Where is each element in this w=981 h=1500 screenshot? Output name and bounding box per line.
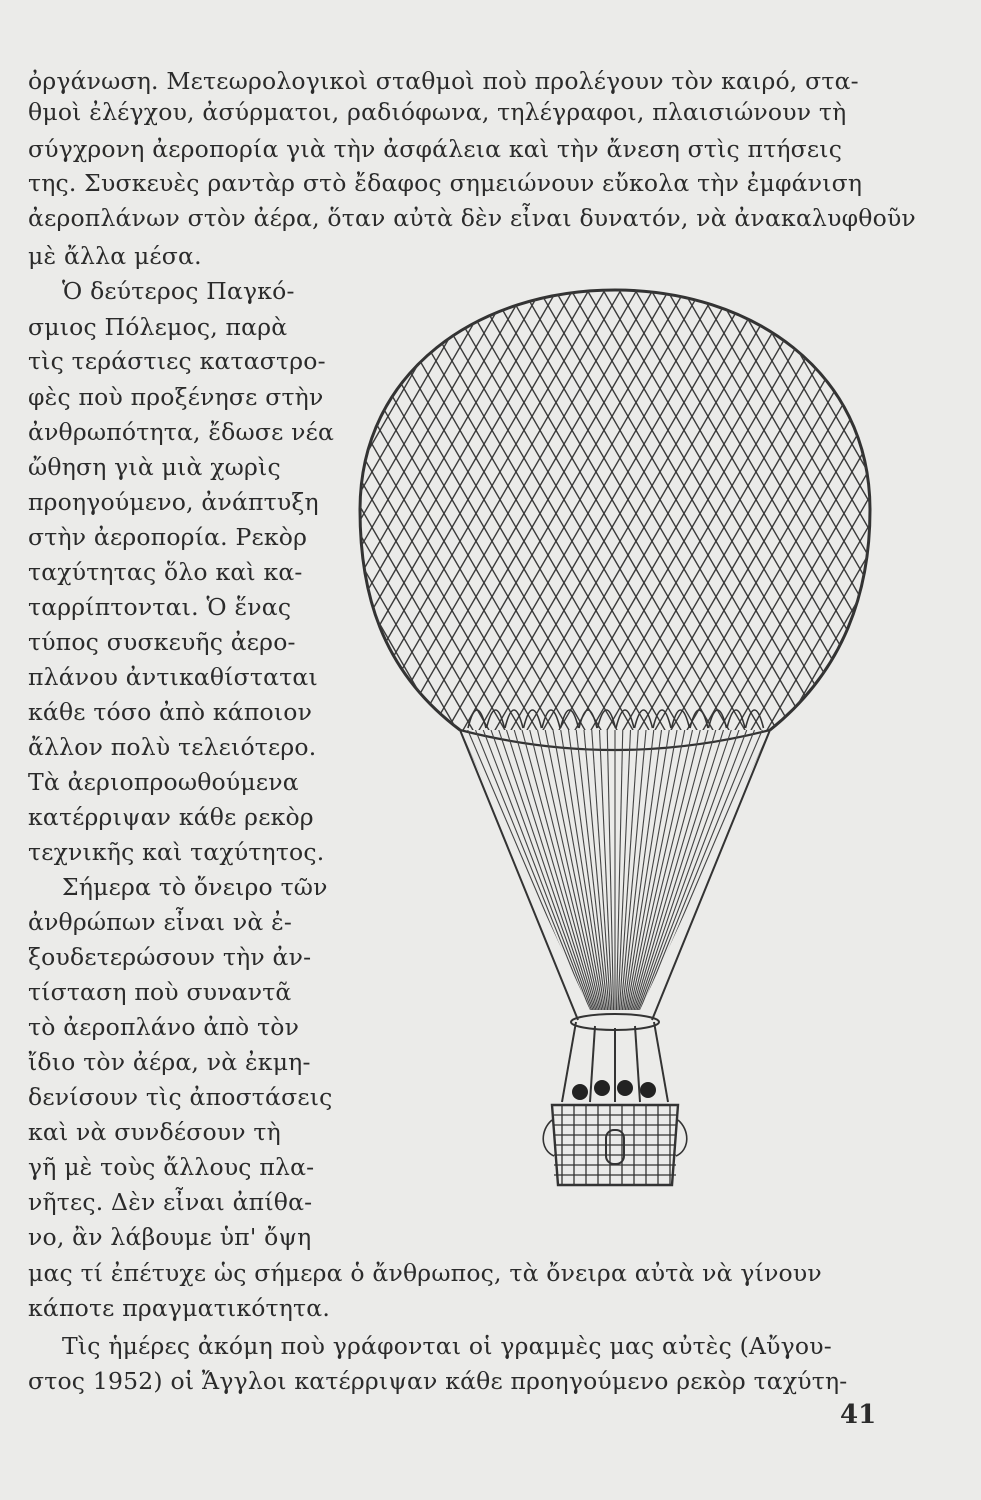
- text-line-17: τύπος συσκευῆς ἀερο-: [28, 628, 296, 656]
- text-line-32: γῆ μὲ τοὺς ἄλλους πλα-: [28, 1153, 315, 1181]
- text-line-33: νῆτες. Δὲν εἶναι ἀπίθα-: [28, 1188, 313, 1216]
- text-line-6: μὲ ἄλλα μέσα.: [28, 242, 202, 270]
- text-line-31: καὶ νὰ συνδέσουν τὴ: [28, 1118, 281, 1146]
- text-line-25: ἀνθρώπων εἶναι νὰ ἐ-: [28, 908, 293, 936]
- text-line-24: Σήμερα τὸ ὄνειρο τῶν: [62, 873, 328, 901]
- text-line-38: στος 1952) οἱ Ἄγγλοι κατέρριψαν κάθε προηγούμενο ρεκὸρ ταχύτη-: [28, 1367, 848, 1395]
- text-line-2: θμοὶ ἐλέγχου, ἀσύρματοι, ραδιόφωνα, τηλέγραφοι, πλαισιώνουν τὴ: [28, 98, 847, 126]
- text-line-4: της. Συσκευὲς ραντὰρ στὸ ἔδαφος σημειώνουν εὔκολα τὴν ἐμφάνιση: [28, 169, 863, 197]
- hot-air-balloon-icon: [340, 250, 900, 1210]
- text-line-13: προηγούμενο, ἀνάπτυξη: [28, 488, 319, 516]
- text-line-35: μας τί ἐπέτυχε ὡς σήμερα ὁ ἄνθρωπος, τὰ ὄνειρα αὐτὰ νὰ γίνουν: [28, 1259, 822, 1287]
- text-line-12: ὤθηση γιὰ μιὰ χωρὶς: [28, 453, 281, 481]
- text-line-19: κάθε τόσο ἀπὸ κάποιον: [28, 698, 313, 726]
- text-line-28: τὸ ἀεροπλάνο ἀπὸ τὸν: [28, 1013, 300, 1041]
- text-line-20: ἄλλον πολὺ τελειότερο.: [28, 733, 317, 761]
- text-line-21: Τὰ ἀεριοπροωθούμενα: [28, 768, 299, 796]
- text-line-27: τίσταση ποὺ συναντᾶ: [28, 978, 292, 1006]
- text-line-7: Ὁ δεύτερος Παγκό-: [62, 277, 295, 305]
- text-line-9: τὶς τεράστιες καταστρο-: [28, 347, 326, 375]
- text-line-10: φὲς ποὺ προξένησε στὴν: [28, 383, 324, 411]
- text-line-1: ὀργάνωση. Μετεωρολογικοὶ σταθμοὶ ποὺ προλέγουν τὸν καιρό, στα-: [28, 67, 859, 95]
- text-line-8: σμιος Πόλεμος, παρὰ: [28, 313, 288, 341]
- text-line-15: ταχύτητας ὅλο καὶ κα-: [28, 558, 303, 586]
- text-line-36: κάποτε πραγματικότητα.: [28, 1294, 330, 1322]
- text-line-5: ἀεροπλάνων στὸν ἀέρα, ὅταν αὐτὰ δὲν εἶναι δυνατόν, νὰ ἀνακαλυφθοῦν: [28, 204, 916, 232]
- text-line-16: ταρρίπτονται. Ὁ ἕνας: [28, 593, 292, 621]
- text-line-18: πλάνου ἀντικαθίσταται: [28, 663, 318, 691]
- text-line-30: δενίσουν τὶς ἀποστάσεις: [28, 1083, 333, 1111]
- text-line-11: ἀνθρωπότητα, ἔδωσε νέα: [28, 418, 335, 446]
- text-line-29: ἴδιο τὸν ἀέρα, νὰ ἐκμη-: [28, 1048, 311, 1076]
- text-line-22: κατέρριψαν κάθε ρεκὸρ: [28, 803, 314, 831]
- text-line-23: τεχνικῆς καὶ ταχύτητος.: [28, 838, 325, 866]
- text-line-37: Τὶς ἡμέρες ἀκόμη ποὺ γράφονται οἱ γραμμὲς μας αὐτὲς (Αὔγου-: [62, 1332, 832, 1360]
- text-line-26: ξουδετερώσουν τὴν ἀν-: [28, 943, 312, 971]
- text-line-3: σύγχρονη ἀεροπορία γιὰ τὴν ἀσφάλεια καὶ τὴν ἄνεση στὶς πτήσεις: [28, 135, 843, 163]
- page-number: 41: [840, 1400, 877, 1430]
- text-line-14: στὴν ἀεροπορία. Ρεκὸρ: [28, 523, 308, 551]
- text-line-34: νο, ἂν λάβουμε ὑπ' ὄψη: [28, 1223, 312, 1251]
